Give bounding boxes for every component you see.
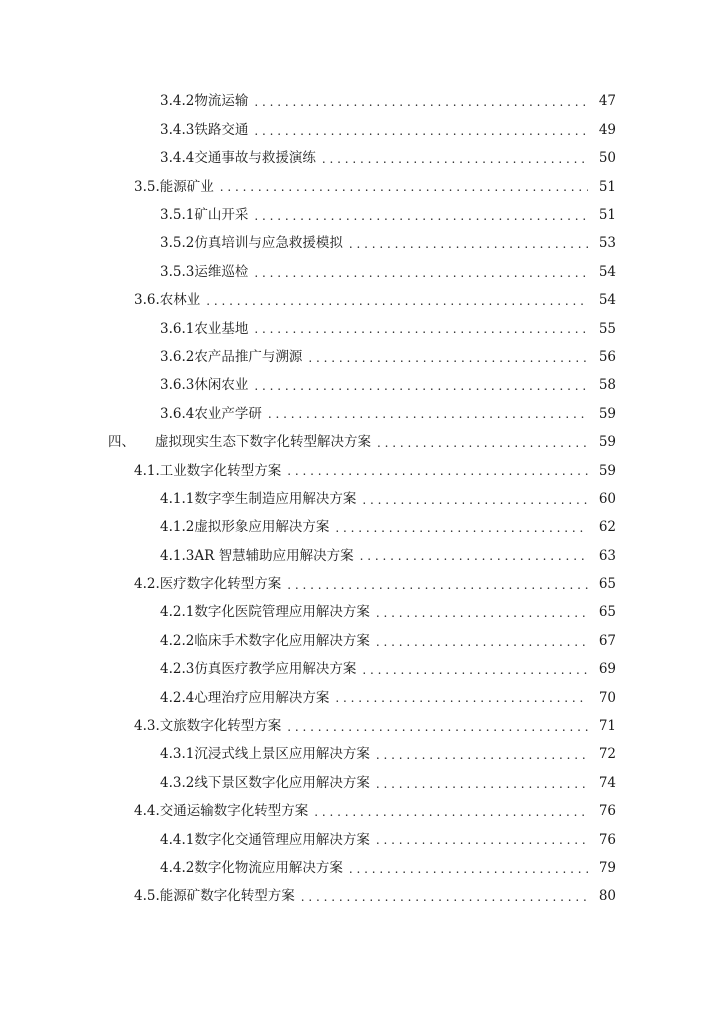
toc-leader-dots bbox=[314, 806, 588, 818]
toc-entry[interactable] bbox=[0, 429, 724, 457]
toc-leader-dots bbox=[220, 181, 588, 193]
toc-page-number: 80 bbox=[598, 888, 616, 905]
toc-leader-dots bbox=[376, 778, 588, 790]
toc-page-number: 59 bbox=[598, 462, 616, 479]
toc-entry-number: 4.1.2 bbox=[160, 519, 195, 536]
toc-entry-number: 3.5. bbox=[134, 178, 160, 195]
toc-entry[interactable] bbox=[0, 287, 724, 315]
toc-entry[interactable] bbox=[0, 855, 724, 883]
toc-page-number: 71 bbox=[598, 718, 616, 735]
toc-page-number: 65 bbox=[598, 604, 616, 621]
toc-entry[interactable] bbox=[0, 202, 724, 230]
toc-entry-title: 仿真培训与应急救援模拟 bbox=[194, 235, 343, 252]
toc-page-number: 63 bbox=[598, 547, 616, 564]
toc-entry-number: 4.1.3 bbox=[160, 547, 195, 564]
toc-entry[interactable] bbox=[0, 656, 724, 684]
toc-entry-number: 四、 bbox=[108, 434, 135, 451]
toc-leader-dots bbox=[206, 295, 588, 307]
table-of-contents bbox=[0, 88, 724, 911]
toc-entry[interactable] bbox=[0, 145, 724, 173]
toc-entry-title: 仿真医疗教学应用解决方案 bbox=[194, 661, 357, 678]
toc-entry-number: 3.5.3 bbox=[160, 263, 195, 280]
toc-page-number: 72 bbox=[598, 746, 616, 763]
toc-entry-title: 休闲农业 bbox=[194, 377, 249, 394]
toc-entry-number: 4.3.2 bbox=[160, 774, 195, 791]
toc-page-number: 58 bbox=[598, 377, 616, 394]
toc-leader-dots bbox=[254, 323, 588, 335]
toc-leader-dots bbox=[254, 125, 588, 137]
toc-entry-number: 3.6.2 bbox=[160, 348, 195, 365]
toc-leader-dots bbox=[287, 465, 588, 477]
toc-entry-number: 4.2.3 bbox=[160, 661, 195, 678]
toc-entry[interactable] bbox=[0, 713, 724, 741]
toc-entry[interactable] bbox=[0, 315, 724, 343]
toc-entry-title: 能源矿数字化转型方案 bbox=[159, 888, 295, 905]
toc-entry-title: 数字孪生制造应用解决方案 bbox=[194, 490, 357, 507]
toc-entry-number: 4.2.4 bbox=[160, 689, 195, 706]
toc-leader-dots bbox=[287, 579, 588, 591]
toc-entry[interactable] bbox=[0, 372, 724, 400]
toc-entry-title: 交通事故与救援演练 bbox=[194, 150, 316, 167]
toc-page-number: 55 bbox=[598, 320, 616, 337]
toc-entry-title: 铁路交通 bbox=[194, 121, 249, 138]
toc-entry-number: 4.4.2 bbox=[160, 859, 195, 876]
toc-entry-title: 数字化物流应用解决方案 bbox=[194, 859, 343, 876]
toc-entry[interactable] bbox=[0, 457, 724, 485]
toc-entry[interactable] bbox=[0, 344, 724, 372]
toc-leader-dots bbox=[362, 494, 588, 506]
toc-leader-dots bbox=[376, 834, 588, 846]
toc-entry[interactable] bbox=[0, 627, 724, 655]
toc-entry-number: 4.4. bbox=[134, 803, 160, 820]
toc-entry-title: 数字化医院管理应用解决方案 bbox=[194, 604, 370, 621]
toc-entry-number: 4.2.2 bbox=[160, 632, 195, 649]
toc-entry-number: 3.6.4 bbox=[160, 405, 195, 422]
toc-entry-title: 农业产学研 bbox=[194, 405, 262, 422]
toc-leader-dots bbox=[335, 692, 588, 704]
toc-entry-number: 3.5.1 bbox=[160, 207, 195, 223]
toc-leader-dots bbox=[349, 863, 588, 875]
toc-leader-dots bbox=[376, 607, 588, 619]
toc-entry[interactable] bbox=[0, 798, 724, 826]
toc-leader-dots bbox=[377, 437, 588, 449]
toc-page-number: 54 bbox=[598, 292, 616, 309]
toc-leader-dots bbox=[349, 238, 588, 250]
toc-entry-title: 农产品推广与溯源 bbox=[194, 348, 303, 365]
toc-leader-dots bbox=[301, 891, 588, 903]
toc-entry-title: 虚拟现实生态下数字化转型解决方案 bbox=[155, 434, 371, 451]
toc-entry-title: 文旅数字化转型方案 bbox=[159, 718, 282, 735]
toc-entry[interactable] bbox=[0, 88, 724, 116]
toc-entry-title: 农林业 bbox=[159, 292, 201, 309]
toc-entry[interactable] bbox=[0, 514, 724, 542]
toc-page-number: 69 bbox=[598, 661, 616, 678]
toc-page-number: 67 bbox=[598, 632, 616, 649]
toc-leader-dots bbox=[254, 267, 588, 279]
toc-page-number: 53 bbox=[598, 235, 616, 252]
toc-leader-dots bbox=[360, 550, 588, 562]
toc-page-number: 50 bbox=[598, 150, 616, 167]
toc-entry-number: 4.1. bbox=[134, 462, 160, 479]
toc-leader-dots bbox=[254, 96, 588, 108]
toc-leader-dots bbox=[254, 380, 588, 392]
toc-page-number: 51 bbox=[598, 207, 616, 223]
toc-entry-title: 物流运输 bbox=[194, 93, 249, 110]
toc-page-number: 59 bbox=[598, 434, 616, 451]
toc-entry[interactable] bbox=[0, 400, 724, 428]
toc-entry[interactable] bbox=[0, 571, 724, 599]
toc-entry[interactable] bbox=[0, 826, 724, 854]
toc-entry-number: 4.2.1 bbox=[160, 604, 195, 621]
toc-entry[interactable] bbox=[0, 258, 724, 286]
toc-entry[interactable] bbox=[0, 599, 724, 627]
toc-entry-title: 心理治疗应用解决方案 bbox=[194, 689, 330, 706]
toc-page-number: 60 bbox=[598, 490, 616, 507]
toc-page-number: 59 bbox=[598, 405, 616, 422]
toc-leader-dots bbox=[362, 664, 588, 676]
toc-page-number: 62 bbox=[598, 519, 616, 536]
toc-entry[interactable] bbox=[0, 883, 724, 911]
toc-leader-dots bbox=[335, 522, 588, 534]
toc-entry-title: AR 智慧辅助应用解决方案 bbox=[194, 547, 354, 564]
toc-entry-title: 矿山开采 bbox=[194, 207, 249, 223]
toc-leader-dots bbox=[376, 749, 588, 761]
toc-page-number: 76 bbox=[598, 803, 616, 820]
toc-entry-title: 农业基地 bbox=[194, 320, 249, 337]
toc-entry-title: 虚拟形象应用解决方案 bbox=[194, 519, 330, 536]
toc-entry-title: 交通运输数字化转型方案 bbox=[159, 803, 309, 820]
toc-entry-title: 数字化交通管理应用解决方案 bbox=[194, 831, 370, 848]
toc-page-number: 65 bbox=[598, 576, 616, 593]
toc-entry-number: 3.4.3 bbox=[160, 121, 195, 138]
toc-entry-number: 4.3.1 bbox=[160, 746, 195, 763]
toc-entry-number: 4.2. bbox=[134, 576, 160, 593]
toc-entry[interactable] bbox=[0, 173, 724, 201]
toc-page-number: 56 bbox=[598, 348, 616, 365]
toc-leader-dots bbox=[268, 408, 588, 420]
toc-leader-dots bbox=[308, 352, 588, 364]
toc-entry[interactable] bbox=[0, 485, 724, 513]
toc-entry-number: 4.3. bbox=[134, 718, 160, 735]
toc-entry-number: 3.6.3 bbox=[160, 377, 195, 394]
toc-entry-number: 3.4.2 bbox=[160, 93, 195, 110]
toc-entry-title: 沉浸式线上景区应用解决方案 bbox=[194, 746, 370, 763]
toc-entry-number: 4.5. bbox=[134, 888, 160, 905]
toc-entry-title: 临床手术数字化应用解决方案 bbox=[194, 632, 370, 649]
toc-page-number: 47 bbox=[598, 93, 616, 110]
toc-page-number: 79 bbox=[598, 859, 616, 876]
toc-leader-dots bbox=[254, 210, 588, 222]
toc-entry[interactable] bbox=[0, 230, 724, 258]
toc-page-number: 74 bbox=[598, 774, 616, 791]
toc-entry[interactable] bbox=[0, 542, 724, 570]
toc-entry[interactable] bbox=[0, 769, 724, 797]
toc-entry-title: 能源矿业 bbox=[159, 178, 214, 195]
toc-entry-title: 线下景区数字化应用解决方案 bbox=[194, 774, 370, 791]
toc-leader-dots bbox=[376, 636, 588, 648]
toc-entry-number: 3.4.4 bbox=[160, 150, 195, 167]
toc-entry-title: 医疗数字化转型方案 bbox=[159, 576, 282, 593]
toc-entry-title: 工业数字化转型方案 bbox=[159, 462, 282, 479]
toc-entry-number: 3.6. bbox=[134, 292, 160, 309]
toc-entry[interactable] bbox=[0, 741, 724, 769]
toc-page-number: 51 bbox=[598, 178, 616, 195]
toc-page-number: 54 bbox=[598, 263, 616, 280]
toc-page-number: 76 bbox=[598, 831, 616, 848]
toc-page-number: 70 bbox=[598, 689, 616, 706]
toc-entry-title: 运维巡检 bbox=[194, 263, 249, 280]
toc-entry-number: 4.1.1 bbox=[160, 490, 195, 507]
toc-leader-dots bbox=[287, 721, 588, 733]
toc-leader-dots bbox=[322, 153, 588, 165]
toc-entry[interactable] bbox=[0, 116, 724, 144]
toc-entry-number: 4.4.1 bbox=[160, 831, 195, 848]
toc-entry-number: 3.6.1 bbox=[160, 320, 195, 337]
toc-entry-number: 3.5.2 bbox=[160, 235, 195, 252]
toc-entry[interactable] bbox=[0, 684, 724, 712]
toc-page-number: 49 bbox=[598, 121, 616, 138]
